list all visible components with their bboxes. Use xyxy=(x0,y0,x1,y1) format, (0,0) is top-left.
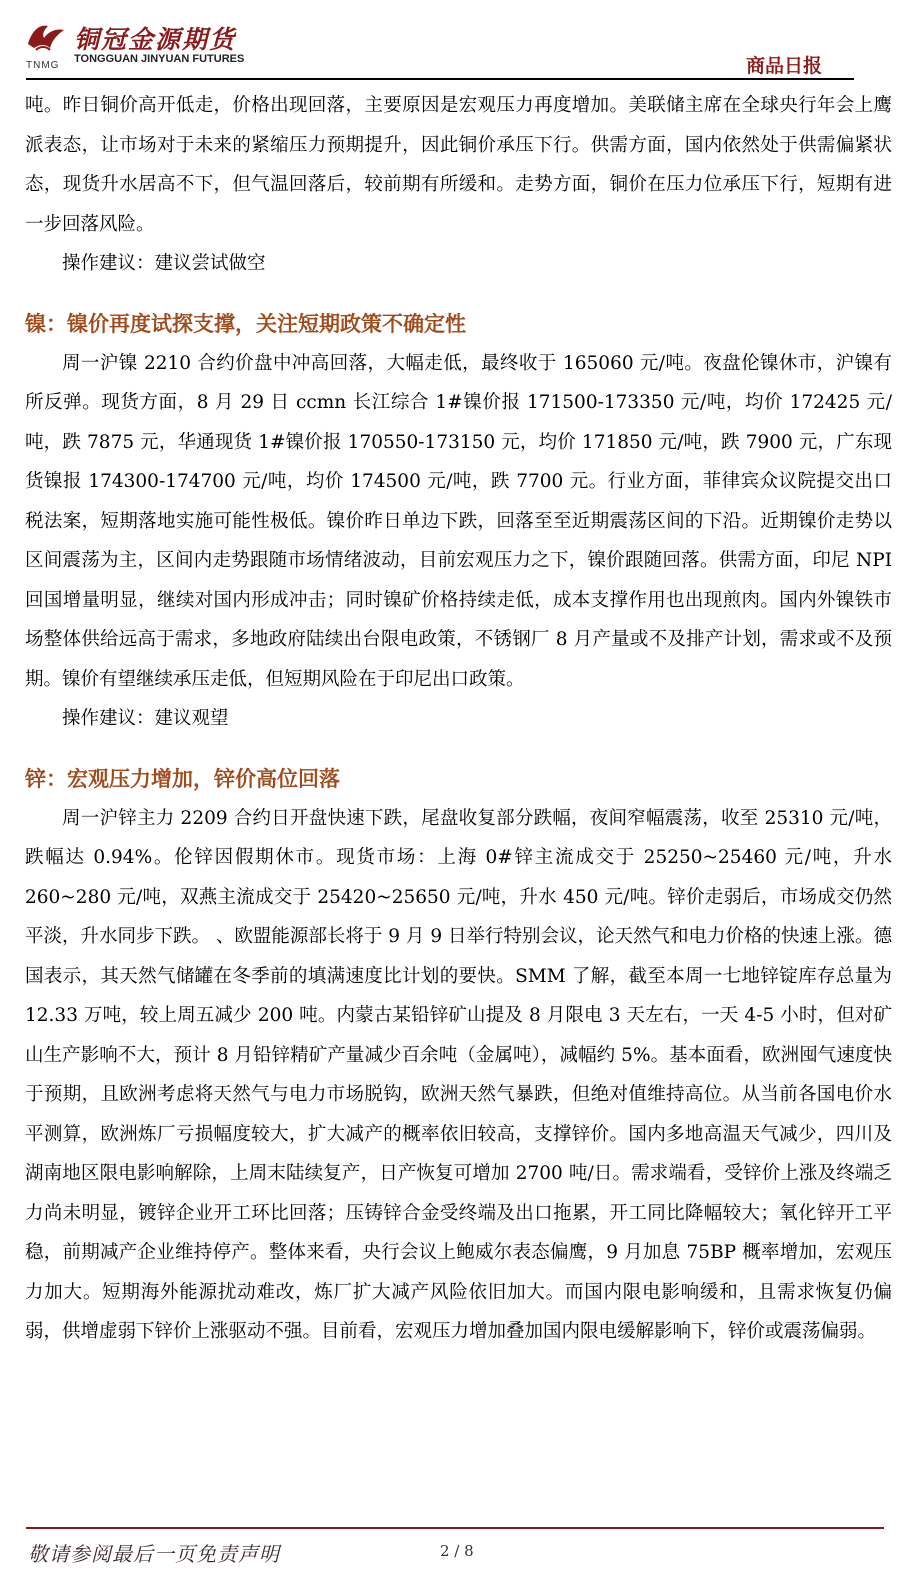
zinc-paragraph: 周一沪锌主力 2209 合约日开盘快速下跌，尾盘收复部分跌幅，夜间窄幅震荡，收至 25310 元/吨，跌幅达 0.94%。伦锌因假期休市。现货市场：上海 0#锌主流成交于 25250~25460 元/吨，升水 260~280 元/吨，双燕主流成交于 25420~25650 元/吨，升水 450 元/吨。锌价走弱后，市场成交仍然平淡，升水同步下跌。 、欧盟能源部长将于 9 月 9 日举行特别会议，论天然气和电力价格的快速上涨。德国表示，其天然气储罐在冬季前的填满速度比计划的要快。SMM 了解，截至本周一七地锌锭库存总量为 12.33 万吨，较上周五减少 200 吨。内蒙古某铅锌矿山提及 8 月限电 3 天左右，一天 4-5 小时，但对矿山生产影响不大，预计 8 月铅锌精矿产量减少百余吨（金属吨），减幅约 5%。基本面看，欧洲囤气速度快于预期，且欧洲考虑将天然气与电力市场脱钩，欧洲天然气暴跌，但绝对值维持高位。从当前各国电价水平测算，欧洲炼厂亏损幅度较大，扩大减产的概率依旧较高，支撑锌价。国内多地高温天气减少，四川及湖南地区限电影响解除，上周末陆续复产，日产恢复可增加 2700 吨/日。需求端看，受锌价上涨及终端乏力尚未明显，镀锌企业开工环比回落；压铸锌合金受终端及出口拖累，开工同比降幅较大；氧化锌开工平稳，前期减产企业维持停产。整体来看，央行会议上鲍威尔表态偏鹰，9 月加息 75BP 概率增加，宏观压力加大。短期海外能源扰动难改，炼厂扩大减产风险依旧加大。而国内限电影响缓和，且需求恢复仍偏弱，供增虚弱下锌价上涨驱动不强。目前看，宏观压力增加叠加国内限电缓解影响下，锌价或震荡偏弱。 xyxy=(25,807,892,1342)
company-name-cn: 铜冠金源期货 xyxy=(74,25,237,54)
footer-divider xyxy=(26,1527,884,1529)
logo-abbreviation: TNMG xyxy=(26,60,60,71)
header-divider xyxy=(26,78,854,80)
page-header xyxy=(0,0,910,86)
logo-icon xyxy=(22,14,68,60)
nickel-section-title: 镍：镍价再度试探支撑，关注短期政策不确定性 xyxy=(25,311,466,336)
company-name-en: TONGGUAN JINYUAN FUTURES xyxy=(74,53,245,65)
nickel-operation-advice: 操作建议：建议观望 xyxy=(62,708,229,729)
disclaimer-note: 敬请参阅最后一页免责声明 xyxy=(28,1542,280,1566)
page-number: 2 / 8 xyxy=(440,1542,474,1560)
report-type: 商品日报 xyxy=(745,55,822,77)
copper-paragraph: 吨。昨日铜价高开低走，价格出现回落，主要原因是宏观压力再度增加。美联储主席在全球央行年会上鹰派表态，让市场对于未来的紧缩压力预期提升，因此铜价承压下行。供需方面，国内依然处于供需偏紧状态，现货升水居高不下，但气温回落后，较前期有所缓和。走势方面，铜价在压力位承压下行，短期有进一步回落风险。 xyxy=(25,95,892,235)
nickel-paragraph: 周一沪镍 2210 合约价盘中冲高回落，大幅走低，最终收于 165060 元/吨。夜盘伦镍休市，沪镍有所反弹。现货方面，8 月 29 日 ccmn 长江综合 1#镍价报 171500-173350 元/吨，均价 172425 元/吨，跌 7875 元，华通现货 1#镍价报 170550-173150 元，均价 171850 元/吨，跌 7900 元，广东现货镍报 174300-174700 元/吨，均价 174500 元/吨，跌 7700 元。行业方面，菲律宾众议院提交出口税法案，短期落地实施可能性极低。镍价昨日单边下跌，回落至至近期震荡区间的下沿。近期镍价走势以区间震荡为主，区间内走势跟随市场情绪波动，目前宏观压力之下，镍价跟随回落。供需方面，印尼 NPI 回国增量明显，继续对国内形成冲击；同时镍矿价格持续走低，成本支撑作用也出现煎肉。国内外镍铁市场整体供给远高于需求，多地政府陆续出台限电政策，不锈钢厂 8 月产量或不及排产计划，需求或不及预期。镍价有望继续承压走低，但短期风险在于印尼出口政策。 xyxy=(25,352,892,690)
zinc-section-title: 锌：宏观压力增加，锌价高位回落 xyxy=(25,766,340,791)
report-body xyxy=(25,86,892,1352)
copper-operation-advice: 操作建议：建议尝试做空 xyxy=(62,253,266,274)
